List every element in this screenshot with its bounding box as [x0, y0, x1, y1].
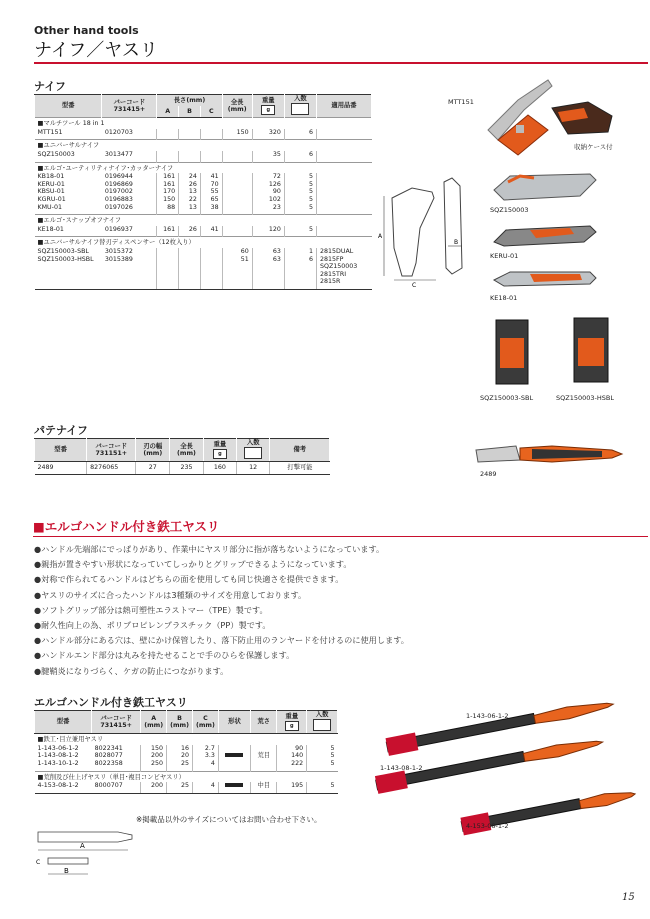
- b-cell: 16 20 25: [167, 745, 193, 771]
- qty-cell: 1 6: [284, 248, 316, 289]
- files-col-b: B (mm): [167, 711, 193, 734]
- length-cell: 60 51: [222, 248, 252, 289]
- grade-cell: 荒目: [251, 745, 277, 771]
- a-cell: 161: [157, 226, 179, 237]
- c-cell: [200, 151, 222, 162]
- c-cell: 2.7 3.3 4: [192, 745, 218, 771]
- model-cell: SQZ150003: [37, 150, 75, 158]
- compat-cell: 2815DUAL 2815FP SQZ150003 2815TRI 2815R: [316, 248, 371, 289]
- files-col-weight: [277, 711, 307, 734]
- b-cell: 26: [179, 226, 201, 237]
- page-number: 15: [622, 892, 635, 903]
- feature-item: ●対称で作られてるハンドルはどちらの面を使用しても同じ快適さを提供できます。: [34, 574, 344, 585]
- note-cell: 打撃可能: [270, 462, 330, 475]
- table-row: [35, 173, 372, 214]
- file-dim-c: C: [36, 859, 41, 866]
- a-cell: 150 200 250: [141, 745, 167, 771]
- putty-col-barcode: バーコード 731151+: [87, 439, 136, 462]
- col-c: C: [200, 106, 222, 118]
- col-length: 長さ(mm): [157, 95, 222, 107]
- group-row: [35, 118, 372, 129]
- width-cell: 27: [136, 462, 170, 475]
- files-weight-label: 重量: [285, 713, 299, 721]
- putty-col-width: 刃の幅 (mm): [136, 439, 170, 462]
- group-label: ■鉄工･目立兼用ヤスリ: [35, 734, 338, 745]
- category-label: Other hand tools: [34, 24, 139, 37]
- header-divider: [34, 62, 648, 64]
- compat-cell: [316, 173, 371, 214]
- putty-col-note: 備考: [270, 439, 330, 462]
- model-cell: SQZ150003-SBL SQZ150003-HSBL: [35, 248, 102, 289]
- caption-f4153: 4-153-08-1-2: [466, 822, 509, 830]
- group-label: ■マルチツール 18 in 1: [35, 118, 372, 129]
- files-col-qty: [307, 711, 338, 734]
- b-cell: 24 26 13 22 13: [179, 173, 201, 214]
- barcode-cell: 3015372 3015389: [102, 248, 157, 289]
- length-cell: 235: [170, 462, 204, 475]
- barcode-cell: 8276065: [87, 462, 136, 475]
- caption-keru01: KERU-01: [490, 252, 519, 260]
- a-cell: 200: [141, 782, 167, 793]
- group-row: [35, 162, 372, 173]
- qty-cell: 5: [284, 226, 316, 237]
- qty-cell: 5: [307, 782, 338, 793]
- c-cell: [200, 129, 222, 140]
- hsbl-image: [570, 316, 612, 386]
- col-b: B: [179, 106, 201, 118]
- qty-label: 入数: [294, 95, 307, 102]
- weight-cell: 72 126 90 102 23: [252, 173, 284, 214]
- files-col-model: 型番: [35, 711, 92, 734]
- table-row: [35, 462, 330, 475]
- dim-c-label: C: [412, 282, 417, 288]
- barcode-cell: 8000707: [92, 782, 141, 793]
- dim-a-label: A: [378, 233, 383, 240]
- group-row: [35, 215, 372, 226]
- col-a: A: [157, 106, 179, 118]
- a-cell: [157, 248, 179, 289]
- caption-hsbl: SQZ150003-HSBL: [556, 394, 614, 402]
- c-cell: 41: [200, 226, 222, 237]
- a-cell: [157, 129, 179, 140]
- b-cell: 25: [167, 782, 193, 793]
- file-section-heading: ■エルゴハンドル付き鉄工ヤスリ: [33, 519, 220, 534]
- files-qty-label: 入数: [315, 711, 329, 718]
- b-cell: [179, 248, 201, 289]
- qty-cell: 12: [236, 462, 270, 475]
- putty-qty-label: 入数: [246, 439, 260, 446]
- model-cell: KE18-01: [37, 225, 64, 233]
- group-row: [35, 140, 372, 151]
- putty-col-qty: [236, 439, 270, 462]
- caption-ke1801: KE18-01: [490, 294, 518, 302]
- barcode-cell: 0196937: [104, 225, 133, 233]
- knife-section-title: ナイフ: [34, 80, 66, 93]
- group-label: ■エルゴ･ユーティリティナイフ･カッターナイフ: [35, 162, 372, 173]
- b-cell: [179, 129, 201, 140]
- barcode-cell: 0196944 0196869 0197002 0196883 0197026: [104, 173, 133, 211]
- file-shape-icon: [225, 753, 243, 757]
- caption-case: 収納ケース付: [574, 143, 613, 151]
- table-row: [35, 248, 372, 289]
- model-cell: KB18-01 KERU-01 KBSU-01 KGRU-01 KMU-01: [37, 173, 66, 211]
- feature-item: ●ハンドル先端部にでっぱりがあり、作業中にヤスリ部分に指が落ちないようになっています。: [34, 544, 385, 554]
- box-icon: [291, 103, 309, 115]
- files-table-wrap: [34, 710, 338, 794]
- compat-cell: [316, 151, 371, 162]
- caption-mtt151: MTT151: [448, 98, 474, 106]
- col-weight: [252, 95, 284, 118]
- group-label: ■ユニバーサルナイフ替刃ディスペンサー（12枚入り）: [35, 237, 372, 248]
- caption-f08: 1-143-08-1-2: [380, 764, 423, 772]
- weight-cell: 35: [252, 151, 284, 162]
- sbl-image: [492, 318, 532, 388]
- feature-item: ●耐久性向上の為、ポリプロピレンプラスチック（PP）製です。: [34, 620, 271, 631]
- barcode-cell: 0120703: [104, 128, 133, 136]
- putty-col-length: 全長 (mm): [170, 439, 204, 462]
- sqz150003-image: [490, 168, 602, 204]
- ke1801-image: [490, 268, 602, 290]
- length-cell: [222, 173, 252, 214]
- knife-dimension-drawing: [372, 168, 472, 288]
- file-shape-icon: [225, 783, 243, 787]
- col-barcode: バーコード 731415+: [102, 95, 157, 118]
- weight-cell: 320: [252, 129, 284, 140]
- model-cell: 1-143-06-1-2 1-143-08-1-2 1-143-10-1-2: [37, 744, 79, 767]
- files-table: [34, 710, 338, 794]
- putty-box-icon: [244, 447, 262, 459]
- caption-2489: 2489: [480, 470, 497, 478]
- c-cell: [200, 248, 222, 289]
- weight-cell: 120: [252, 226, 284, 237]
- putty-table: [34, 438, 330, 475]
- case-image: [548, 98, 618, 138]
- weight-cell: 195: [277, 782, 307, 793]
- file-section-divider: [33, 536, 648, 537]
- group-row: [35, 734, 338, 745]
- length-cell: [222, 226, 252, 237]
- feature-item: ●腱鞘炎になりづらく、ケガの防止につながります。: [34, 665, 229, 676]
- files-section-title: エルゴハンドル付き鉄工ヤスリ: [34, 696, 188, 709]
- multitool-image: [478, 70, 558, 160]
- table-row: [35, 745, 338, 771]
- feature-item: ●ヤスリのサイズに合ったハンドルは3種類のサイズを用意しております。: [34, 589, 307, 600]
- knife-table: [34, 94, 372, 290]
- weight-cell: 63 63: [252, 248, 284, 289]
- weight-cell: 90 140 222: [277, 745, 307, 771]
- c-cell: 41 70 55 65 38: [200, 173, 222, 214]
- a-cell: 161 161 170 150 88: [157, 173, 179, 214]
- files-col-shape: 形状: [218, 711, 250, 734]
- file-dim-b: B: [64, 867, 69, 875]
- shape-cell: [218, 745, 250, 771]
- weight-icon: g: [261, 105, 275, 115]
- files-box-icon: [313, 719, 331, 731]
- caption-f06: 1-143-06-1-2: [466, 712, 509, 720]
- file-dimension-drawing: [34, 826, 144, 882]
- dim-b-label: B: [454, 239, 459, 246]
- group-label: ■ユニバーサルナイフ: [35, 140, 372, 151]
- c-cell: 4: [192, 782, 218, 793]
- files-col-a: A (mm): [141, 711, 167, 734]
- a-cell: [157, 151, 179, 162]
- putty-col-weight: [203, 439, 236, 462]
- group-row: [35, 771, 338, 782]
- model-cell: 2489: [35, 462, 87, 475]
- caption-sbl: SQZ150003-SBL: [480, 394, 534, 402]
- length-cell: 150: [222, 129, 252, 140]
- qty-cell: 6: [284, 129, 316, 140]
- feature-item: ●親指が置きやすい形状になっていてしっかりとグリップできるようになっています。: [34, 559, 352, 570]
- putty-weight-label: 重量: [213, 441, 227, 449]
- files-note: ※掲載品以外のサイズについてはお問い合わせ下さい。: [136, 815, 322, 824]
- shape-cell: [218, 782, 250, 793]
- files-col-barcode: バーコード 731415+: [92, 711, 141, 734]
- feature-item: ●ハンドルエンド部分は丸みを持たせることで手のひらを保護します。: [34, 650, 295, 661]
- length-cell: [222, 151, 252, 162]
- b-cell: [179, 151, 201, 162]
- knife-table-wrap: [34, 94, 372, 290]
- feature-item: ●ハンドル部分にある穴は、壁にかけ保管したり、落下防止用のランヤードを付けるのに使用します。: [34, 635, 409, 646]
- group-label: ■エルゴ･スナップオフナイフ: [35, 215, 372, 226]
- caption-sqz150003: SQZ150003: [490, 206, 529, 214]
- group-label: ■荒削及び仕上げヤスリ（単目･複目コンビヤスリ）: [35, 771, 338, 782]
- putty-knife-image: [472, 440, 628, 468]
- putty-weight-icon: g: [213, 449, 227, 459]
- weight-cell: 160: [203, 462, 236, 475]
- model-cell: MTT151: [37, 128, 63, 136]
- col-model: 型番: [35, 95, 102, 118]
- model-cell: 4-153-08-1-2: [35, 782, 92, 793]
- putty-col-model: 型番: [35, 439, 87, 462]
- putty-table-wrap: [34, 438, 330, 475]
- barcode-cell: 8022341 8028077 8022358: [94, 744, 123, 767]
- qty-cell: 6: [284, 151, 316, 162]
- weight-label: 重量: [261, 97, 275, 105]
- file-dim-a: A: [80, 842, 85, 850]
- compat-cell: [316, 129, 371, 140]
- group-row: [35, 237, 372, 248]
- qty-cell: 5 5 5: [307, 745, 338, 771]
- putty-section-title: パテナイフ: [34, 424, 88, 437]
- files-col-grade: 荒さ: [251, 711, 277, 734]
- col-total-length: 全長 (mm): [222, 95, 252, 118]
- col-compat: 適用品番: [316, 95, 371, 118]
- feature-item: ●ソフトグリップ部分は熱可塑性エラストマー（TPE）製です。: [34, 604, 268, 615]
- col-qty: [284, 95, 316, 118]
- files-weight-icon: g: [285, 721, 299, 731]
- page-title: ナイフ／ヤスリ: [34, 40, 158, 61]
- grade-cell: 中目: [251, 782, 277, 793]
- files-col-c: C (mm): [192, 711, 218, 734]
- table-row: [35, 151, 372, 162]
- table-row: [35, 782, 338, 793]
- compat-cell: [316, 226, 371, 237]
- table-row: [35, 129, 372, 140]
- keru01-image: [490, 218, 602, 250]
- qty-cell: 5 5 5 5 5: [284, 173, 316, 214]
- feature-list: [34, 542, 409, 679]
- barcode-cell: 3013477: [104, 150, 133, 158]
- table-row: [35, 226, 372, 237]
